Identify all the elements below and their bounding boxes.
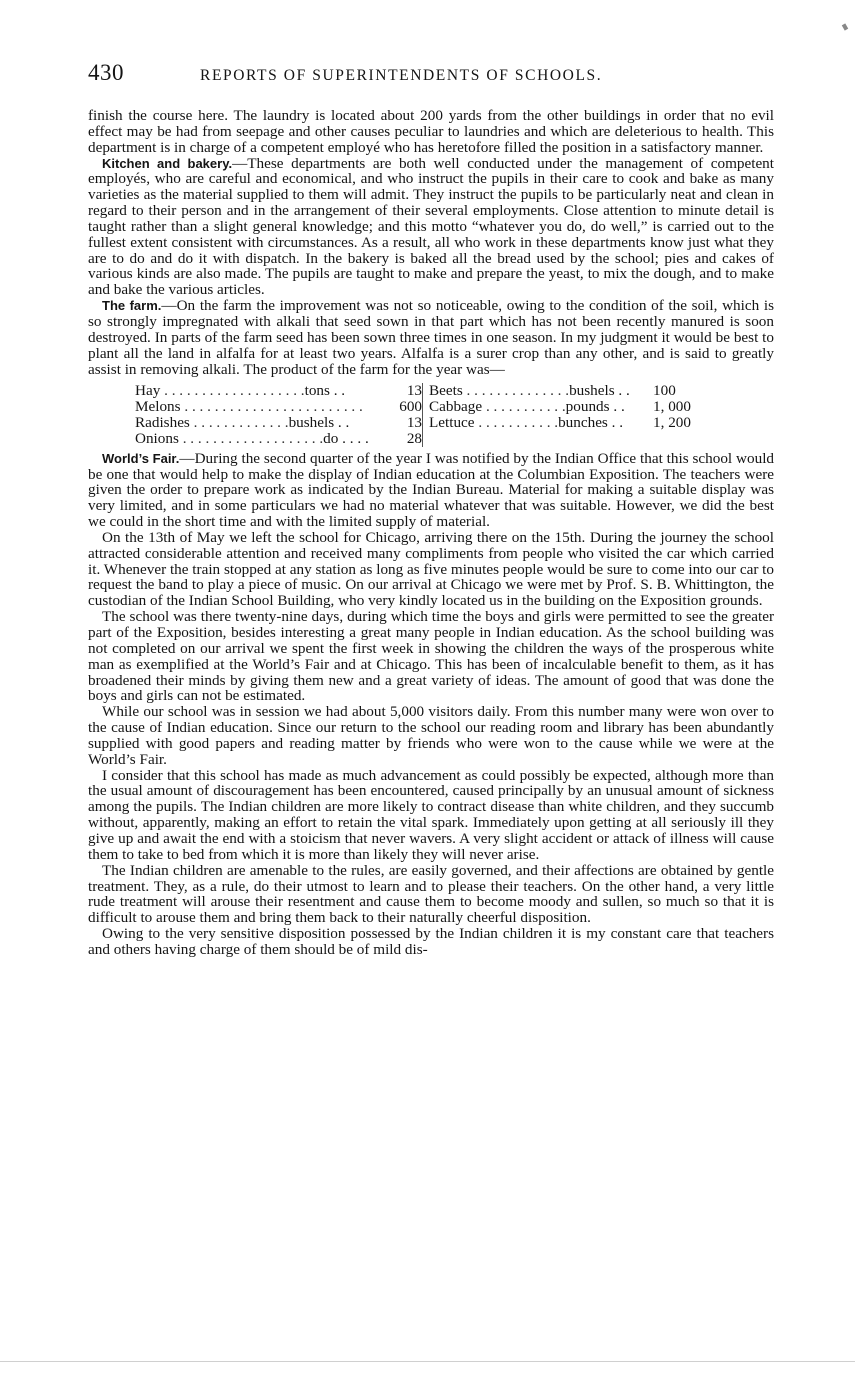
produce-row [135, 383, 422, 399]
produce-row [429, 383, 719, 399]
paragraph-advancement: I consider that this school has made as much advancement as could possibly be expected, although more than the usual amount of discouragement has been encountered, caused principally by an unusual amount of sickness among the pupils. The Indian children are more likely to contract disease than white children, and they succumb without, apparently, making an effort to retain the vital spark. Immediately upon getting at all seriously ill they give up and await the end with a stoicism that never wavers. A very slight accident or attack of illness will cause them to take to bed from which it is more than likely they will never arise. [88, 766, 774, 863]
produce-column-right [422, 383, 719, 446]
paragraph-kitchen-bakery-text: —These departments are both well conducted under the management of competent employés, who are careful and economical, and who instruct the pupils in their care to cook and bake as many varieties as the material supplied to them will admit. They instruct the pupils to be particularly neat and clean in regard to their person and in the arrangement of their several employments. Close attention to minute detail is taught rather than a slight general knowledge; and this motto “whatever you do, do well,” is carried out to the fullest extent consistent with circumstances. As a result, all who work in these departments know just what they are to do and do it with dispatch. In the bakery is baked all the bread used by the school; pies and cakes of various kinds are also made. The pupils are taught to make and prepare the yeast, to mix the dough, and to make and bake the various articles. [88, 154, 774, 299]
produce-item: Hay [135, 383, 161, 400]
corner-mark [842, 23, 848, 30]
produce-quantity: 1, 000 [653, 398, 691, 416]
paragraph-farm-text: —On the farm the improvement was not so noticeable, owing to the condition of the soil, which is so strongly impregnated with alkali that seed sown in that part which has not been recently manured is soon destroyed. In parts of the farm seed has been sown three times in one season. In my judgment it would be best to plant all the land in alfalfa for at least two years. Alfalfa is a surer crop than any other, and is said to greatly assist in removing alkali. The product of the farm for the year was— [88, 297, 774, 378]
produce-unit: bushels . . [569, 383, 630, 400]
dot-leader: . . . . . . . . . . . [474, 415, 559, 431]
section-head-worlds-fair: World’s Fair. [102, 450, 180, 466]
dot-leader: . . . . . . . . . . . [482, 399, 566, 416]
page-header [88, 60, 778, 94]
produce-unit: tons . . [304, 383, 346, 400]
produce-quantity: 600 [399, 398, 422, 416]
produce-item: Lettuce [429, 415, 475, 431]
body-text [88, 108, 774, 958]
paragraph-laundry: finish the course here. The laundry is located about 200 yards from the other buildings in order that no evil effect may be had from seepage and other causes peculiar to laundries and which are deleterious to health. This department is in charge of a competent employé who has heretofore filled the position in a satisfactory manner. [88, 107, 774, 156]
produce-row [429, 415, 719, 431]
produce-unit: do . . . . [323, 430, 369, 447]
paragraph-farm [88, 298, 774, 377]
produce-row [429, 399, 719, 415]
dot-leader: . . . . . . . . . . . . . . . . . . . [160, 383, 305, 400]
produce-column-left [135, 383, 422, 446]
paragraph-worlds-fair-text: —During the second quarter of the year I was notified by the Indian Office that this school would be one that would help to make the display of Indian education at the Columbian Exposition. The teachers were given the order to prepare work as indicated by the Indian Bureau. Material for making a suitable display was very limited, and in some particulars we had no material whatever that was suitable. However, we did the best we could in the short time and with the limited supply of material. [88, 449, 775, 531]
produce-unit: pounds . . [565, 399, 625, 416]
section-head-farm: The farm. [102, 298, 162, 314]
dot-leader: . . . . . . . . . . . . . . . . . . . . . . . . [180, 399, 363, 416]
section-head-kitchen-bakery: Kitchen and bakery. [102, 155, 233, 171]
produce-row [135, 399, 422, 415]
paragraph-kitchen-bakery [88, 156, 774, 299]
produce-unit: bushels . . [288, 415, 350, 431]
paragraph-sensitive-disposition: Owing to the very sensitive disposition possessed by the Indian children it is my constant care that teachers and others having charge of them should be of mild dis- [88, 925, 774, 958]
page-bottom-edge [0, 1361, 855, 1362]
dot-leader: . . . . . . . . . . . . . [189, 415, 289, 431]
produce-item: Beets [429, 383, 463, 400]
produce-item: Onions [135, 430, 179, 447]
paragraph-chicago-journey: On the 13th of May we left the school for Chicago, arriving there on the 15th. During the journey the school attracted considerable attention and received many compliments from people who visited the car which carried it. Whenever the train stopped at any station as long as five minutes people would be sure to come into our car to request the band to play a piece of music. On our arrival at Chicago we were met by Prof. S. B. Whittington, the custodian of the Indian School Building, who very kindly located us in the building on the Exposition grounds. [88, 528, 774, 610]
produce-quantity: 100 [653, 382, 676, 400]
produce-quantity: 1, 200 [653, 414, 691, 432]
produce-row [135, 415, 422, 431]
paragraph-worlds-fair [88, 451, 774, 530]
paragraph-visitors: While our school was in session we had about 5,000 visitors daily. From this number many were won over to the cause of Indian education. Since our return to the school our reading room and library has been abundantly supplied with good papers and reading matter by friends who were won to the cause while we were at the World’s Fair. [88, 703, 774, 768]
produce-row [135, 431, 422, 447]
produce-quantity: 28 [406, 429, 422, 447]
running-title: REPORTS OF SUPERINTENDENTS OF SCHOOLS. [200, 67, 603, 84]
paragraph-amenable: The Indian children are amenable to the rules, are easily governed, and their affections are obtained by gentle treatment. They, as a rule, do their utmost to learn and to please their teachers. On the other hand, a very little rude treatment will arouse their resentment and cause them to become moody and sullen, so much so that it is difficult to arouse them and bring them back to their naturally cheerful disposition. [88, 861, 774, 927]
farm-produce-table [135, 383, 725, 446]
produce-item: Radishes [135, 415, 190, 431]
produce-quantity: 13 [406, 414, 422, 432]
dot-leader: . . . . . . . . . . . . . . . . . . . [178, 430, 324, 447]
produce-quantity: 13 [406, 382, 422, 400]
dot-leader: . . . . . . . . . . . . . . [462, 383, 570, 400]
produce-item: Melons [135, 399, 181, 416]
paragraph-exposition-stay: The school was there twenty-nine days, during which time the boys and girls were permitted to see the greater part of the Exposition, besides interesting a great many people in Indian education. As the school building was not completed on our arrival we spent the first week in showing the children the ways of the prosperous white man as exemplified at the World’s Fair and at Chicago. This has been of incalculable benefit to them, as it has broadened their minds by giving them new and a great variety of ideas. The amount of good that was done the boys and girls can not be estimated. [88, 608, 774, 705]
produce-unit: bunches . . [558, 415, 624, 431]
produce-item: Cabbage [429, 399, 483, 416]
page-number: 430 [88, 60, 124, 85]
